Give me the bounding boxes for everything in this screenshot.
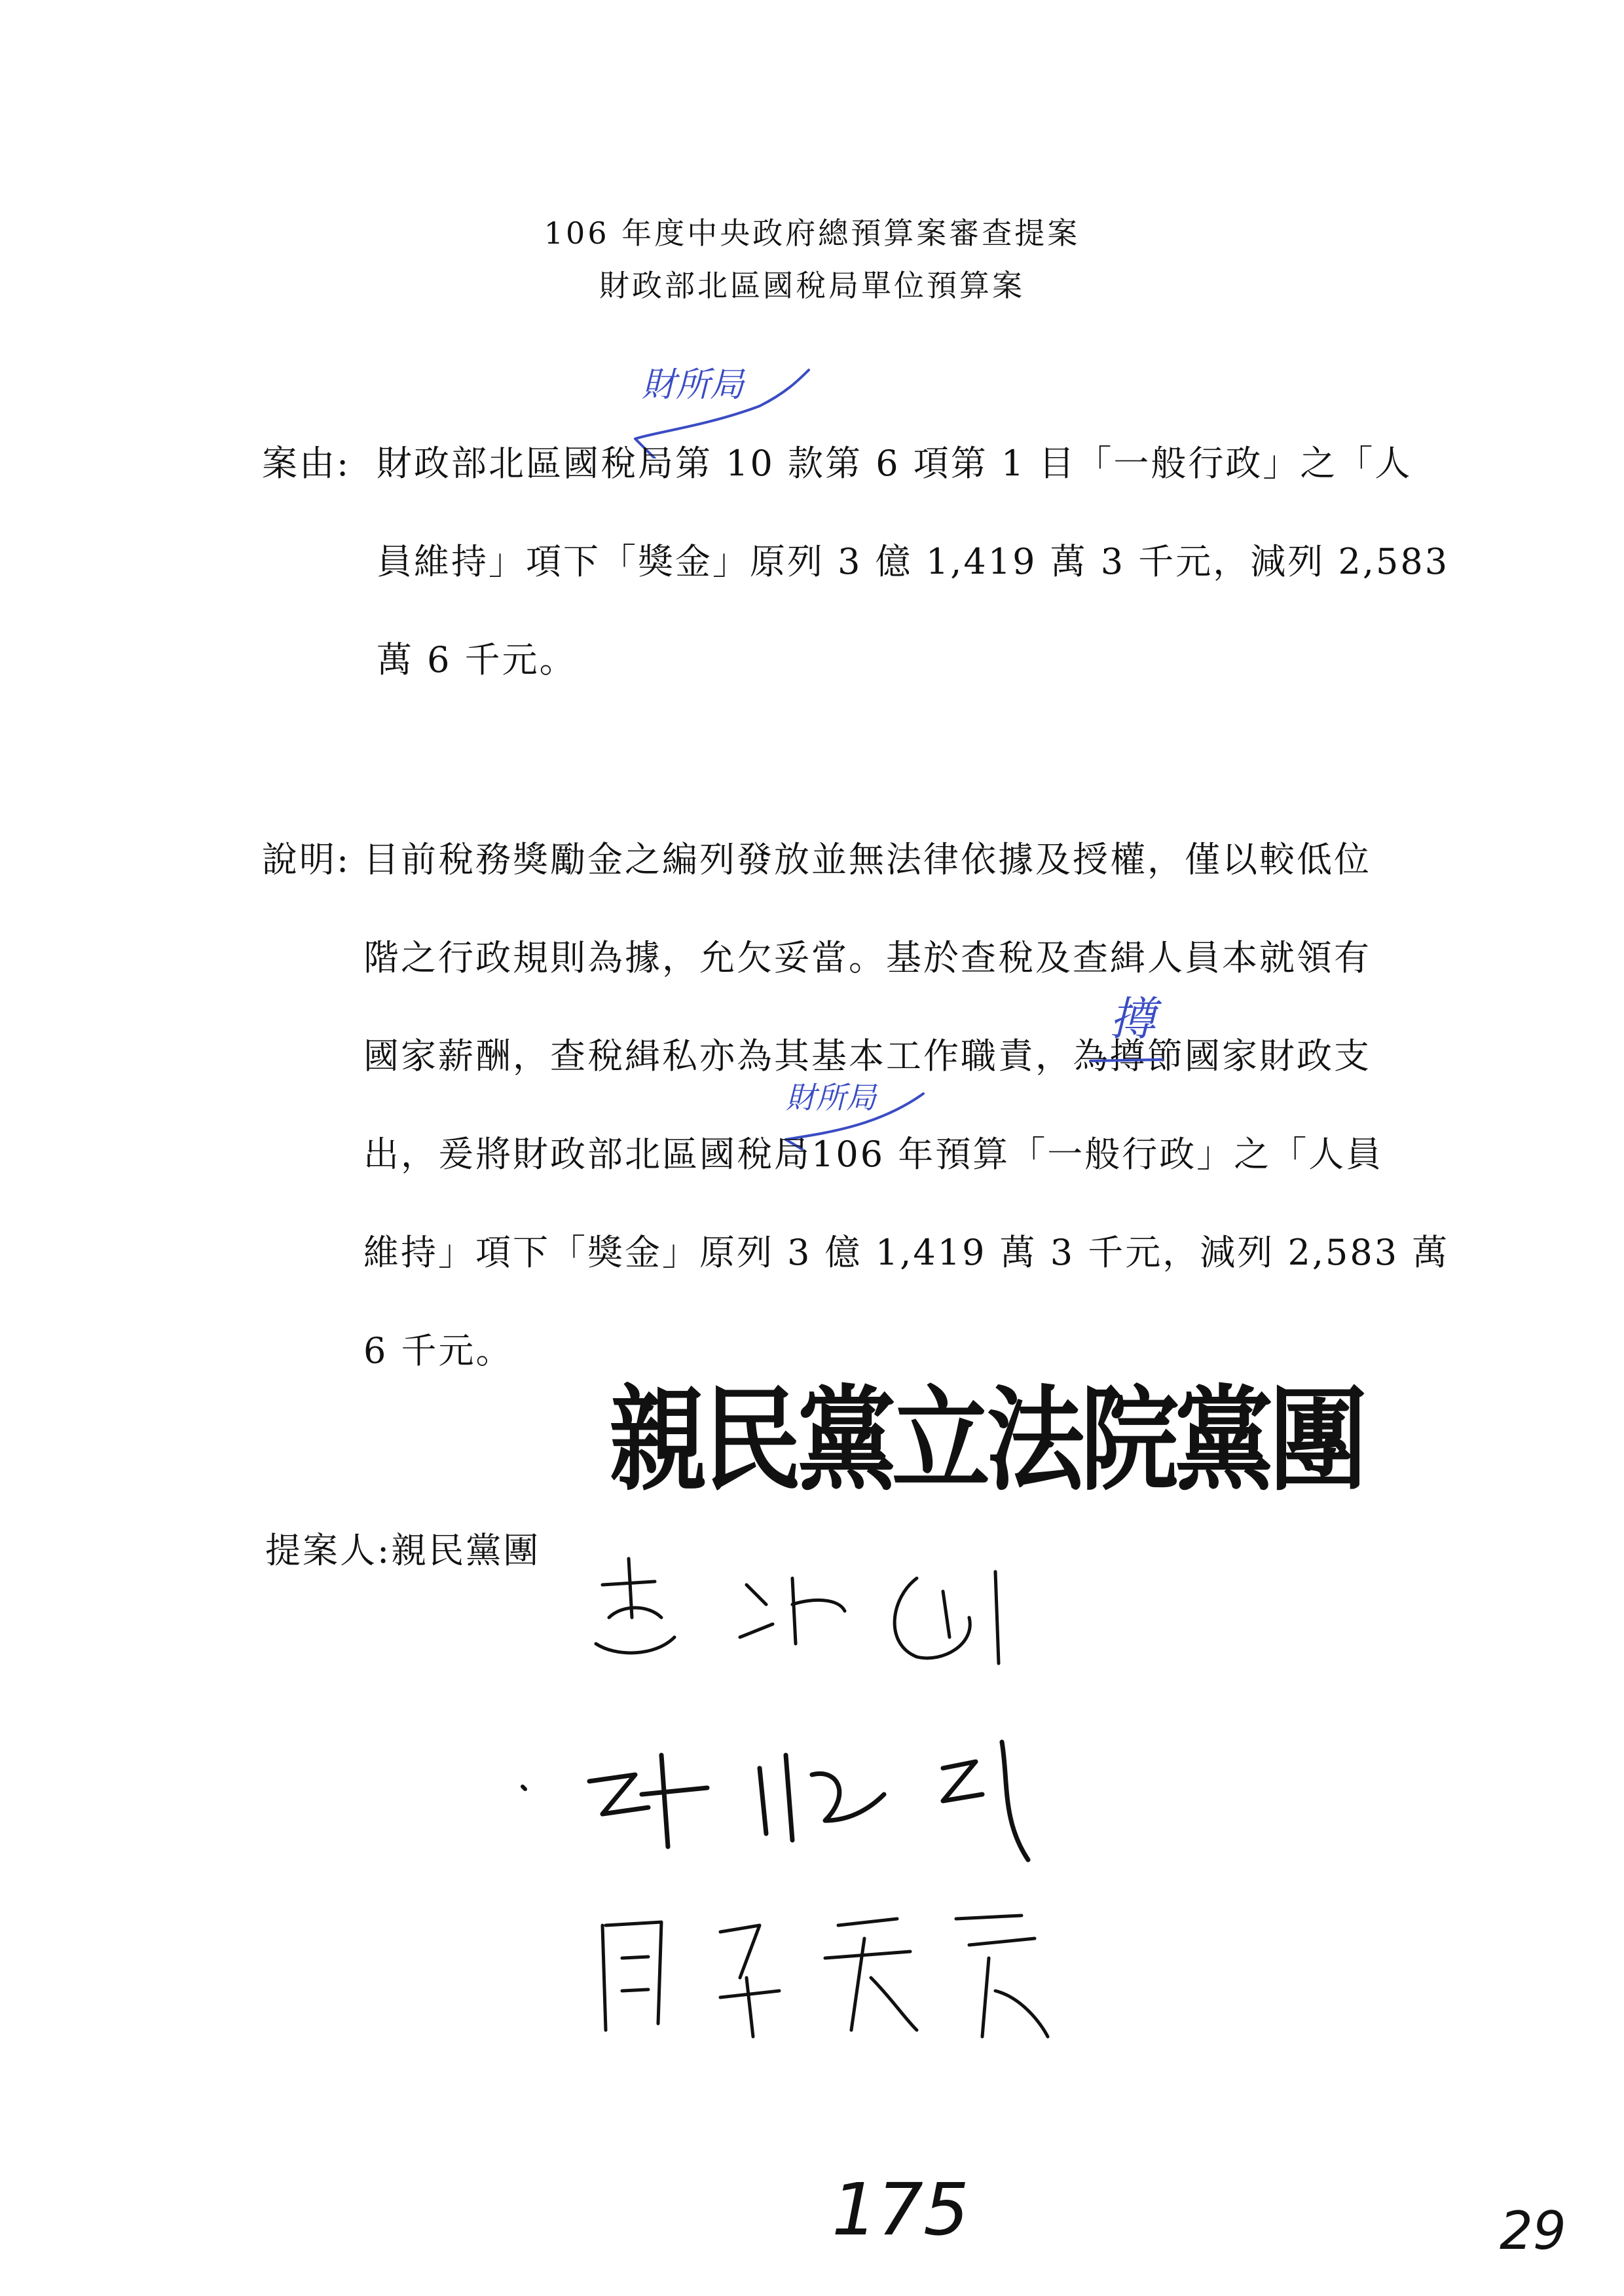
correction-mark <box>1087 1041 1166 1081</box>
party-caucus-stamp: 親民黨立法院黨團 <box>609 1373 1364 1507</box>
document-subtitle: 財政部北區國稅局單位預算案 <box>599 268 1025 303</box>
handwritten-annotation-2: 財所局 <box>786 1080 876 1115</box>
document-title: 106 年度中央政府總預算案審查提案 <box>544 215 1080 251</box>
page-number: 175 <box>832 2168 969 2251</box>
explanation-text-line-5: 維持」項下「獎金」原列 3 億 1,419 萬 3 千元，減列 2,583 萬 <box>363 1232 1450 1273</box>
explanation-label: 說明: <box>262 839 351 880</box>
explanation-text-line-4: 出，爰將財政部北區國稅局106 年預算「一般行政」之「人員 <box>363 1134 1384 1175</box>
signature-2 <box>576 1716 1100 1873</box>
case-text-line-1: 財政部北區國稅局第 10 款第 6 項第 1 目「一般行政」之「人 <box>377 443 1412 484</box>
case-text-line-2: 員維持」項下「獎金」原列 3 億 1,419 萬 3 千元，減列 2,583 <box>377 541 1450 582</box>
handwritten-correction: 撙 <box>1110 992 1156 1046</box>
explanation-text-line-2: 階之行政規則為據，允欠妥當。基於查稅及查緝人員本就領有 <box>363 937 1371 978</box>
signature-1 <box>576 1546 1048 1676</box>
explanation-text-line-1: 目前稅務獎勵金之編列發放並無法律依據及授權，僅以較低位 <box>363 839 1371 880</box>
explanation-text-line-3: 國家薪酬，查稅緝私亦為其基本工作職責，為撙節國家財政支 <box>363 1035 1371 1077</box>
case-text-line-3: 萬 6 千元。 <box>377 639 577 680</box>
explanation-text-line-6: 6 千元。 <box>363 1330 513 1371</box>
signature-3 <box>589 1899 1100 2050</box>
corner-mark: 29 <box>1500 2200 1566 2261</box>
stray-dot <box>517 1781 530 1794</box>
handwritten-annotation-1: 財所局 <box>642 365 745 405</box>
proposer-label: 提案人:親民黨團 <box>265 1530 541 1571</box>
case-label: 案由: <box>262 443 351 484</box>
